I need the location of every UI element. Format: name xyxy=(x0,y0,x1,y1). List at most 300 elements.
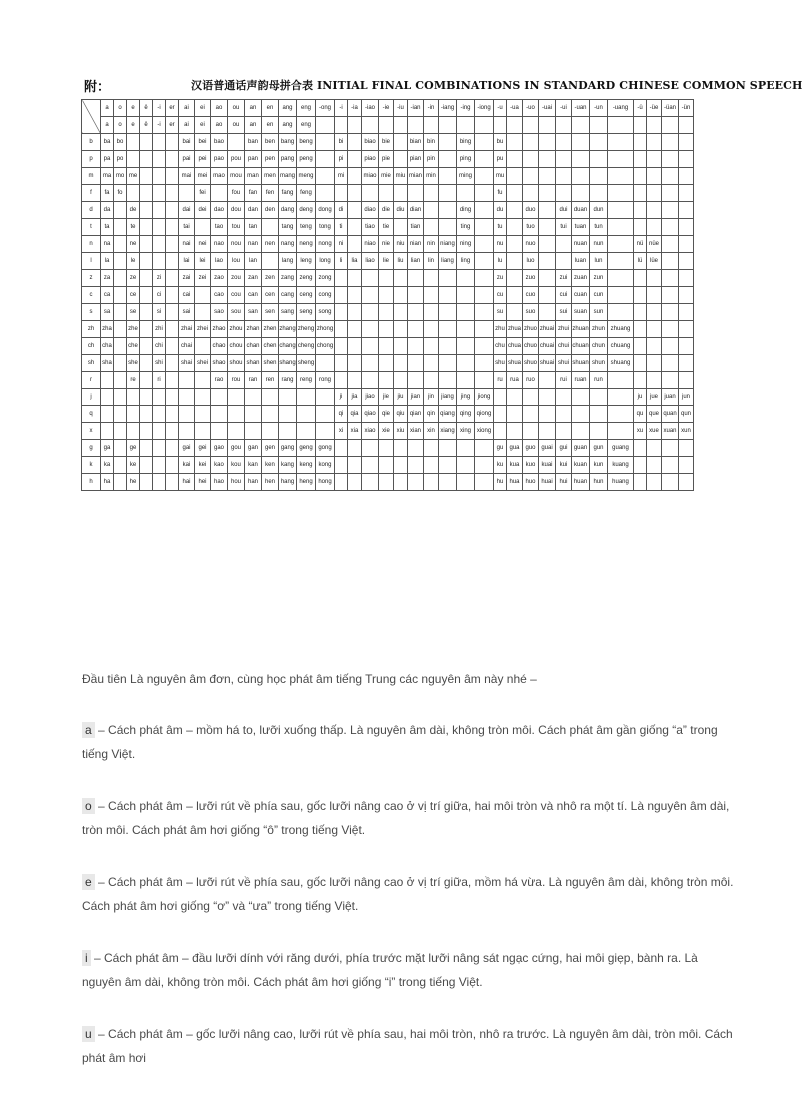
table-row xyxy=(82,338,694,355)
syllable-cell: hen xyxy=(262,474,279,491)
final-header-cell: -ü xyxy=(634,100,647,117)
syllable-cell xyxy=(539,270,556,287)
syllable-cell: diao xyxy=(362,202,379,219)
syllable-cell: shi xyxy=(153,355,166,372)
final-header-cell xyxy=(572,117,590,134)
syllable-cell xyxy=(140,338,153,355)
syllable-cell xyxy=(394,440,408,457)
initial-label: n xyxy=(82,236,101,253)
syllable-cell: mie xyxy=(379,168,394,185)
syllable-cell xyxy=(335,304,348,321)
syllable-cell xyxy=(195,287,211,304)
initial-label: zh xyxy=(82,321,101,338)
table-row xyxy=(82,406,694,423)
table-row xyxy=(82,185,694,202)
syllable-cell: nian xyxy=(408,236,424,253)
syllable-cell: chong xyxy=(316,338,335,355)
syllable-cell xyxy=(457,321,475,338)
syllable-cell xyxy=(140,389,153,406)
syllable-cell xyxy=(662,202,679,219)
syllable-cell xyxy=(348,355,362,372)
syllable-cell: pa xyxy=(101,151,114,168)
vowel-list xyxy=(82,718,734,1070)
table-header-row xyxy=(82,117,694,134)
syllable-cell xyxy=(634,219,647,236)
syllable-cell: niang xyxy=(439,236,457,253)
syllable-cell xyxy=(457,270,475,287)
syllable-cell xyxy=(153,423,166,440)
final-header-cell: -uo xyxy=(523,100,539,117)
vowel-description: – Cách phát âm – gốc lưỡi nâng cao, lưỡi rút về phía sau, hai môi tròn, nhô ra trước. Là nguyên âm dài, tròn môi. Cách phát âm hơi xyxy=(82,1027,733,1065)
syllable-cell xyxy=(424,304,439,321)
syllable-cell: pei xyxy=(195,151,211,168)
syllable-cell xyxy=(647,457,662,474)
syllable-cell xyxy=(245,389,262,406)
syllable-cell xyxy=(153,253,166,270)
syllable-cell xyxy=(140,423,153,440)
syllable-cell xyxy=(647,202,662,219)
syllable-cell: xu xyxy=(634,423,647,440)
syllable-cell: xiao xyxy=(362,423,379,440)
syllable-cell: dang xyxy=(279,202,297,219)
syllable-cell xyxy=(166,406,179,423)
final-header-cell: er xyxy=(166,100,179,117)
syllable-cell: shun xyxy=(590,355,608,372)
final-header-cell: -ing xyxy=(457,100,475,117)
final-header-cell: o xyxy=(114,100,127,117)
table-row xyxy=(82,423,694,440)
syllable-cell xyxy=(634,372,647,389)
final-header-cell: -ün xyxy=(679,100,694,117)
syllable-cell: zi xyxy=(153,270,166,287)
syllable-cell: mo xyxy=(114,168,127,185)
syllable-cell xyxy=(153,474,166,491)
final-header-cell: ê xyxy=(140,117,153,134)
syllable-cell xyxy=(348,219,362,236)
syllable-cell: jing xyxy=(457,389,475,406)
syllable-cell xyxy=(379,270,394,287)
vowel-description: – Cách phát âm – đầu lưỡi dính với răng dưới, phía trước mặt lưỡi nâng sát ngạc cứng, hai môi giẹp, bành ra. Là nguyên âm dài, không tròn môi. Cách phát âm hơi giống “i” trong tiếng Việt. xyxy=(82,951,698,989)
syllable-cell: kan xyxy=(245,457,262,474)
syllable-cell: piao xyxy=(362,151,379,168)
syllable-cell xyxy=(647,270,662,287)
syllable-cell xyxy=(507,219,523,236)
syllable-cell: feng xyxy=(297,185,316,202)
initial-label: s xyxy=(82,304,101,321)
syllable-cell xyxy=(394,474,408,491)
syllable-cell xyxy=(439,287,457,304)
syllable-cell xyxy=(408,321,424,338)
syllable-cell xyxy=(394,321,408,338)
final-header-cell xyxy=(408,117,424,134)
syllable-cell: chui xyxy=(556,338,572,355)
syllable-cell: jin xyxy=(424,389,439,406)
syllable-cell: te xyxy=(127,219,140,236)
syllable-cell xyxy=(166,338,179,355)
syllable-cell: la xyxy=(101,253,114,270)
final-header-cell: -iong xyxy=(475,100,494,117)
final-header-cell xyxy=(634,117,647,134)
vowel-tag: a xyxy=(82,722,95,738)
syllable-cell: ni xyxy=(335,236,348,253)
syllable-cell: peng xyxy=(297,151,316,168)
syllable-cell: niao xyxy=(362,236,379,253)
syllable-cell xyxy=(475,372,494,389)
syllable-cell xyxy=(523,389,539,406)
syllable-cell: kuan xyxy=(572,457,590,474)
syllable-cell: gua xyxy=(507,440,523,457)
syllable-cell: bian xyxy=(408,134,424,151)
syllable-cell: qie xyxy=(379,406,394,423)
initial-label: sh xyxy=(82,355,101,372)
syllable-cell: duo xyxy=(523,202,539,219)
syllable-cell: ga xyxy=(101,440,114,457)
syllable-cell xyxy=(140,440,153,457)
syllable-cell xyxy=(507,287,523,304)
syllable-cell: hao xyxy=(211,474,228,491)
syllable-cell xyxy=(335,287,348,304)
syllable-cell xyxy=(662,372,679,389)
final-header-cell: ao xyxy=(211,117,228,134)
syllable-cell: pai xyxy=(179,151,195,168)
table-row xyxy=(82,304,694,321)
syllable-cell: nuo xyxy=(523,236,539,253)
initial-label: x xyxy=(82,423,101,440)
syllable-cell: qiang xyxy=(439,406,457,423)
syllable-cell xyxy=(348,270,362,287)
syllable-cell xyxy=(424,321,439,338)
syllable-cell xyxy=(362,372,379,389)
syllable-cell xyxy=(679,185,694,202)
syllable-cell xyxy=(348,151,362,168)
syllable-cell xyxy=(166,134,179,151)
syllable-cell: zan xyxy=(245,270,262,287)
syllable-cell xyxy=(439,474,457,491)
syllable-cell: lei xyxy=(195,253,211,270)
vowel-tag: i xyxy=(82,950,91,966)
syllable-cell xyxy=(475,253,494,270)
syllable-cell: zhui xyxy=(556,321,572,338)
syllable-cell: lian xyxy=(408,253,424,270)
syllable-cell xyxy=(608,185,634,202)
syllable-cell xyxy=(166,321,179,338)
syllable-cell xyxy=(572,389,590,406)
final-header-cell: ang xyxy=(279,117,297,134)
syllable-cell xyxy=(114,236,127,253)
syllable-cell: qiu xyxy=(394,406,408,423)
syllable-cell xyxy=(475,134,494,151)
syllable-cell xyxy=(166,151,179,168)
syllable-cell: rong xyxy=(316,372,335,389)
syllable-cell: hu xyxy=(494,474,507,491)
initial-label: b xyxy=(82,134,101,151)
syllable-cell xyxy=(245,406,262,423)
final-header-cell xyxy=(590,117,608,134)
syllable-cell: chu xyxy=(494,338,507,355)
syllable-cell: tuan xyxy=(572,219,590,236)
syllable-cell: chai xyxy=(179,338,195,355)
initial-label: l xyxy=(82,253,101,270)
syllable-cell: gan xyxy=(245,440,262,457)
syllable-cell: ke xyxy=(127,457,140,474)
syllable-cell: po xyxy=(114,151,127,168)
table-row xyxy=(82,168,694,185)
syllable-cell: gen xyxy=(262,440,279,457)
syllable-cell: kei xyxy=(195,457,211,474)
syllable-cell xyxy=(140,202,153,219)
syllable-cell xyxy=(634,355,647,372)
vowel-description: – Cách phát âm – mồm há to, lưỡi xuống thấp. Là nguyên âm dài, không tròn môi. Cách phát âm gần giống “a” trong tiếng Việt. xyxy=(82,723,718,761)
final-header-cell: a xyxy=(101,100,114,117)
syllable-cell: lun xyxy=(590,253,608,270)
syllable-cell xyxy=(362,321,379,338)
syllable-cell: fei xyxy=(195,185,211,202)
syllable-cell: zai xyxy=(179,270,195,287)
syllable-cell xyxy=(539,406,556,423)
syllable-cell xyxy=(394,457,408,474)
syllable-cell xyxy=(153,406,166,423)
syllable-cell xyxy=(523,185,539,202)
table-row xyxy=(82,474,694,491)
syllable-cell xyxy=(211,406,228,423)
syllable-cell xyxy=(140,151,153,168)
syllable-cell: keng xyxy=(297,457,316,474)
syllable-cell xyxy=(439,185,457,202)
syllable-cell: kong xyxy=(316,457,335,474)
syllable-cell: ku xyxy=(494,457,507,474)
syllable-cell xyxy=(634,185,647,202)
table-heading xyxy=(81,74,803,96)
syllable-cell xyxy=(634,270,647,287)
syllable-cell xyxy=(348,338,362,355)
table-row xyxy=(82,372,694,389)
syllable-cell xyxy=(556,389,572,406)
syllable-cell: qiong xyxy=(475,406,494,423)
syllable-cell xyxy=(475,151,494,168)
syllable-cell xyxy=(475,440,494,457)
final-header-cell xyxy=(335,117,348,134)
syllable-cell xyxy=(679,202,694,219)
syllable-cell: cun xyxy=(590,287,608,304)
table-row xyxy=(82,389,694,406)
syllable-cell: zhou xyxy=(228,321,245,338)
syllable-cell xyxy=(195,372,211,389)
syllable-cell: heng xyxy=(297,474,316,491)
syllable-cell xyxy=(539,151,556,168)
syllable-cell xyxy=(140,219,153,236)
syllable-cell: pu xyxy=(494,151,507,168)
syllable-cell xyxy=(127,389,140,406)
syllable-cell xyxy=(424,372,439,389)
syllable-cell: xue xyxy=(647,423,662,440)
article-body xyxy=(82,670,734,1098)
final-header-cell: ao xyxy=(211,100,228,117)
syllable-cell xyxy=(153,151,166,168)
initial-label: g xyxy=(82,440,101,457)
syllable-cell: diu xyxy=(394,202,408,219)
syllable-cell xyxy=(394,287,408,304)
syllable-cell: pian xyxy=(408,151,424,168)
syllable-cell: zu xyxy=(494,270,507,287)
syllable-cell: kao xyxy=(211,457,228,474)
syllable-cell: xiong xyxy=(475,423,494,440)
syllable-cell: gao xyxy=(211,440,228,457)
final-header-cell: -üan xyxy=(662,100,679,117)
syllable-cell xyxy=(394,134,408,151)
syllable-cell xyxy=(475,168,494,185)
syllable-cell xyxy=(335,372,348,389)
final-header-cell xyxy=(394,117,408,134)
syllable-cell xyxy=(647,474,662,491)
syllable-cell xyxy=(114,440,127,457)
syllable-cell: lan xyxy=(245,253,262,270)
syllable-cell xyxy=(647,287,662,304)
final-header-cell: -i xyxy=(335,100,348,117)
syllable-cell xyxy=(679,168,694,185)
syllable-cell: mang xyxy=(279,168,297,185)
syllable-cell xyxy=(379,457,394,474)
syllable-cell xyxy=(153,219,166,236)
syllable-cell xyxy=(153,389,166,406)
final-header-cell xyxy=(647,117,662,134)
syllable-cell xyxy=(439,338,457,355)
syllable-cell: zheng xyxy=(297,321,316,338)
syllable-cell: zen xyxy=(262,270,279,287)
final-header-cell xyxy=(679,117,694,134)
syllable-cell: fen xyxy=(262,185,279,202)
syllable-cell xyxy=(608,270,634,287)
syllable-cell: reng xyxy=(297,372,316,389)
syllable-cell: miu xyxy=(394,168,408,185)
syllable-cell xyxy=(439,372,457,389)
syllable-cell: cuo xyxy=(523,287,539,304)
syllable-cell xyxy=(101,372,114,389)
syllable-cell: ding xyxy=(457,202,475,219)
syllable-cell xyxy=(539,202,556,219)
syllable-cell: chou xyxy=(228,338,245,355)
syllable-cell: shu xyxy=(494,355,507,372)
syllable-cell xyxy=(662,457,679,474)
syllable-cell: kai xyxy=(179,457,195,474)
syllable-cell: she xyxy=(127,355,140,372)
syllable-cell xyxy=(475,474,494,491)
syllable-cell: ma xyxy=(101,168,114,185)
syllable-cell: kui xyxy=(556,457,572,474)
syllable-cell xyxy=(608,202,634,219)
table-row xyxy=(82,134,694,151)
final-header-cell: e xyxy=(127,100,140,117)
syllable-cell: seng xyxy=(297,304,316,321)
syllable-cell: mei xyxy=(195,168,211,185)
syllable-cell: huo xyxy=(523,474,539,491)
syllable-cell xyxy=(590,151,608,168)
syllable-cell xyxy=(379,355,394,372)
syllable-cell xyxy=(439,304,457,321)
final-header-cell: -ong xyxy=(316,100,335,117)
syllable-cell xyxy=(166,372,179,389)
syllable-cell: dou xyxy=(228,202,245,219)
syllable-cell xyxy=(166,355,179,372)
syllable-cell: zhai xyxy=(179,321,195,338)
syllable-cell: tao xyxy=(211,219,228,236)
syllable-cell: lao xyxy=(211,253,228,270)
syllable-cell xyxy=(379,474,394,491)
syllable-cell xyxy=(211,423,228,440)
syllable-cell xyxy=(424,355,439,372)
syllable-cell xyxy=(662,236,679,253)
syllable-cell xyxy=(457,287,475,304)
syllable-cell: lie xyxy=(379,253,394,270)
syllable-cell: ci xyxy=(153,287,166,304)
syllable-cell xyxy=(457,338,475,355)
syllable-cell xyxy=(662,270,679,287)
syllable-cell: gei xyxy=(195,440,211,457)
syllable-cell xyxy=(228,134,245,151)
syllable-cell: kun xyxy=(590,457,608,474)
syllable-cell: jun xyxy=(679,389,694,406)
syllable-cell: hun xyxy=(590,474,608,491)
syllable-cell: neng xyxy=(297,236,316,253)
syllable-cell xyxy=(262,423,279,440)
syllable-cell xyxy=(362,457,379,474)
syllable-cell: gun xyxy=(590,440,608,457)
syllable-cell: lüe xyxy=(647,253,662,270)
syllable-cell xyxy=(572,151,590,168)
syllable-cell xyxy=(211,389,228,406)
syllable-cell: pie xyxy=(379,151,394,168)
syllable-cell xyxy=(475,457,494,474)
syllable-cell xyxy=(335,321,348,338)
syllable-cell: suo xyxy=(523,304,539,321)
syllable-cell xyxy=(556,423,572,440)
syllable-cell: miao xyxy=(362,168,379,185)
syllable-cell xyxy=(195,219,211,236)
syllable-cell: nan xyxy=(245,236,262,253)
syllable-cell: du xyxy=(494,202,507,219)
syllable-cell: mu xyxy=(494,168,507,185)
syllable-cell: huang xyxy=(608,474,634,491)
final-header-cell: ai xyxy=(179,100,195,117)
final-header-cell: -üe xyxy=(647,100,662,117)
syllable-cell xyxy=(166,304,179,321)
table-title: 汉语普通话声韵母拼合表 INITIAL FINAL COMBINATIONS IN STANDARD CHINESE COMMON SPEECH xyxy=(191,79,803,92)
table-row xyxy=(82,151,694,168)
syllable-cell: han xyxy=(245,474,262,491)
syllable-cell xyxy=(539,134,556,151)
syllable-cell xyxy=(439,219,457,236)
table-row xyxy=(82,440,694,457)
syllable-cell: sun xyxy=(590,304,608,321)
syllable-cell xyxy=(127,151,140,168)
syllable-cell xyxy=(127,423,140,440)
syllable-cell xyxy=(439,321,457,338)
syllable-cell xyxy=(114,389,127,406)
syllable-cell: shuan xyxy=(572,355,590,372)
syllable-cell xyxy=(153,457,166,474)
syllable-cell: ti xyxy=(335,219,348,236)
syllable-cell xyxy=(457,474,475,491)
final-header-cell: -uang xyxy=(608,100,634,117)
syllable-cell xyxy=(634,474,647,491)
final-header-cell: en xyxy=(262,100,279,117)
syllable-cell: nou xyxy=(228,236,245,253)
syllable-cell: shui xyxy=(556,355,572,372)
syllable-cell: ce xyxy=(127,287,140,304)
final-header-cell: -iu xyxy=(394,100,408,117)
syllable-cell: nü xyxy=(634,236,647,253)
syllable-cell: za xyxy=(101,270,114,287)
syllable-cell: nun xyxy=(590,236,608,253)
